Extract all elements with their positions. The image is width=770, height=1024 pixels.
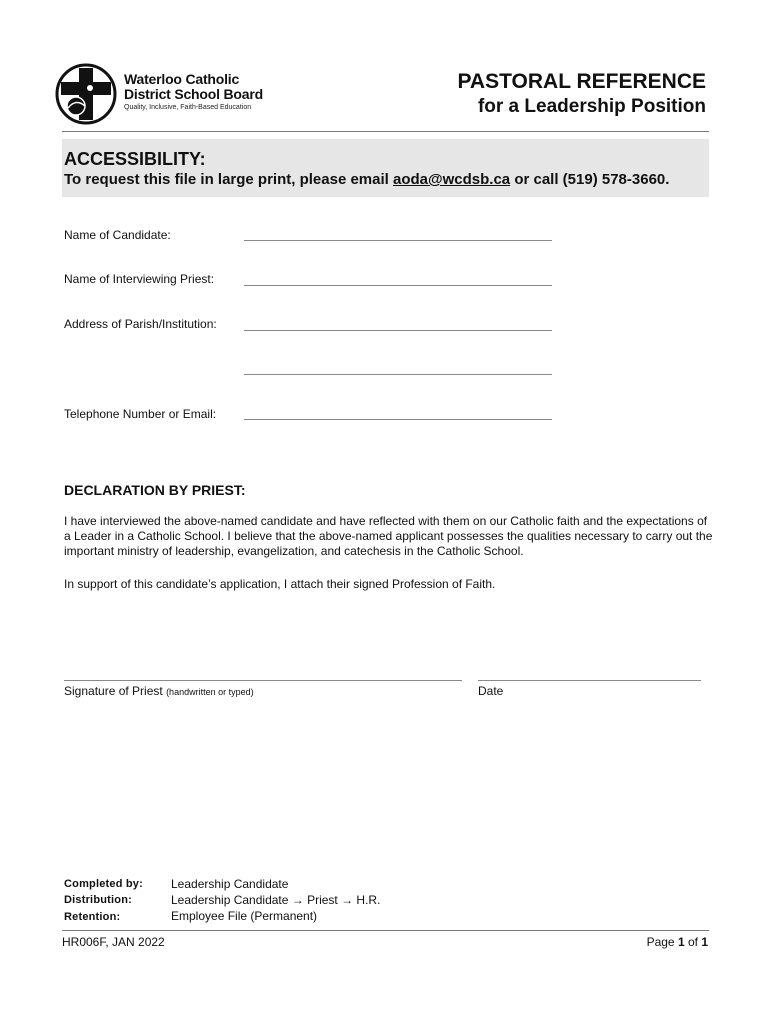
signature-label <box>64 684 254 698</box>
org-tagline: Quality, Inclusive, Faith-Based Education <box>124 104 252 111</box>
priest-name-label: Name of Interviewing Priest: <box>64 272 215 286</box>
footer-divider <box>62 930 709 931</box>
page-prefix: Page <box>646 935 678 949</box>
org-name-line1: Waterloo Catholic <box>124 71 240 87</box>
form-title: PASTORAL REFERENCE <box>457 70 706 93</box>
accessibility-text-before: To request this file in large print, please email <box>64 171 393 188</box>
contact-field[interactable] <box>244 419 552 420</box>
accessibility-email-link[interactable]: aoda@wcdsb.ca <box>392 171 511 188</box>
distribution-label: Distribution: <box>64 894 132 906</box>
accessibility-text-after: or call (519) 578-3660. <box>510 171 670 188</box>
org-name-line2: District School Board <box>124 86 263 102</box>
declaration-support: In support of this candidate’s application, I attach their signed Profession of Faith. <box>64 577 496 591</box>
parish-address-field[interactable] <box>244 330 552 331</box>
page-number <box>647 935 708 949</box>
priest-name-field[interactable] <box>244 285 552 286</box>
contact-label: Telephone Number or Email: <box>64 407 217 421</box>
completed-by-value: Leadership Candidate <box>171 877 289 891</box>
page-total: 1 <box>701 935 708 949</box>
form-code: HR006F, JAN 2022 <box>62 935 165 949</box>
page-mid: of <box>684 935 702 949</box>
header-divider <box>62 131 709 132</box>
parish-address-field-line2[interactable] <box>244 374 552 375</box>
signature-field[interactable] <box>64 680 462 681</box>
parish-address-label: Address of Parish/Institution: <box>64 317 217 331</box>
signature-note: (handwritten or typed) <box>166 687 254 697</box>
school-board-cross-logo-icon <box>54 62 118 126</box>
signature-label-text: Signature of Priest <box>64 684 163 698</box>
declaration-body: I have interviewed the above-named candidate and have reflected with them on our Catholic faith and the expectations of a Leader in a Catholic School. I believe that the above-named applicant possesses the qualities necessary to carry out the important ministry of leadership, evangelization, and catechesis in the Catholic School. <box>64 514 713 558</box>
retention-label: Retention: <box>64 911 121 923</box>
declaration-heading: DECLARATION BY PRIEST: <box>64 482 246 498</box>
completed-by-label: Completed by: <box>64 878 143 890</box>
form-subtitle: for a Leadership Position <box>477 96 706 117</box>
candidate-name-label: Name of Candidate: <box>64 228 171 242</box>
retention-value: Employee File (Permanent) <box>171 909 318 923</box>
accessibility-heading: ACCESSIBILITY: <box>64 149 206 169</box>
organization-name <box>124 72 263 111</box>
candidate-name-field[interactable] <box>244 240 552 241</box>
page-current: 1 <box>677 935 685 949</box>
accessibility-notice <box>64 171 669 188</box>
date-field[interactable] <box>478 680 701 681</box>
distribution-value: Leadership Candidate → Priest → H.R. <box>171 893 381 907</box>
date-label: Date <box>478 684 504 698</box>
